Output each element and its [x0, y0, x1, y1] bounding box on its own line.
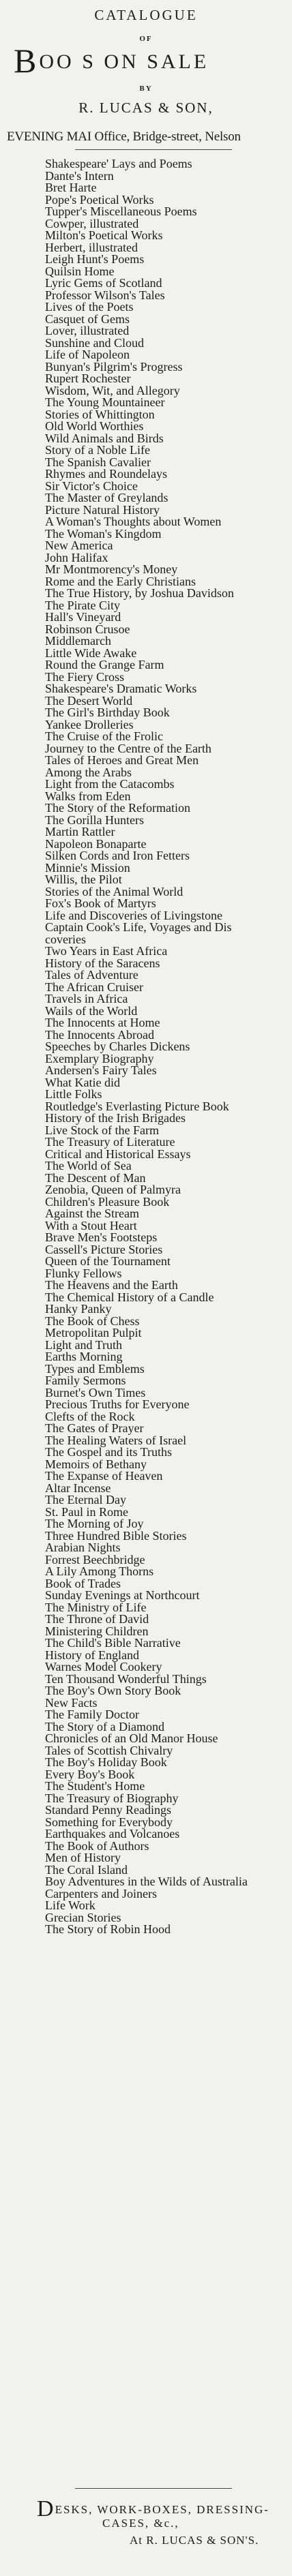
book-title: A Lily Among Thorns	[45, 1564, 154, 1578]
book-title: Round the Grange Farm	[45, 658, 164, 671]
book-title: Hanky Panky	[45, 1302, 112, 1316]
book-title: Children's Pleasure Book	[45, 1194, 170, 1209]
book-title: Andersen's Fairy Tales	[45, 1063, 157, 1077]
book-title: Family Sermons	[45, 1374, 126, 1387]
book-title: A Woman's Thoughts about Women	[45, 515, 222, 528]
book-title: New Facts	[45, 1695, 98, 1710]
book-title: Professor Wilson's Tales	[45, 288, 165, 302]
book-title: The Ministry of Life	[45, 1600, 147, 1614]
book-title: Three Hundred Bible Stories	[45, 1528, 187, 1543]
book-title: Live Stock of the Farm	[45, 1123, 159, 1137]
book-title: Quilsin Home	[45, 264, 115, 278]
desks-heading-rest: ESKS, WORK-BOXES, DRESSING-	[55, 2503, 269, 2516]
book-title: Wails of the World	[45, 1003, 138, 1018]
book-title: Tupper's Miscellaneous Poems	[45, 204, 197, 218]
book-title: Precious Truths for Everyone	[45, 1397, 190, 1411]
book-title: The Pirate City	[45, 598, 120, 612]
book-title: Martin Rattler	[45, 825, 115, 838]
book-title: Milton's Poetical Works	[45, 228, 163, 242]
book-title: Clefts of the Rock	[45, 1409, 135, 1423]
book-title: The Student's Home	[45, 1779, 145, 1793]
book-title: Something for Everybody	[45, 1815, 173, 1829]
book-title: Leigh Hunt's Poems	[45, 252, 145, 266]
book-title: Bret Harte	[45, 181, 97, 194]
book-title: Picture Natural History	[45, 502, 160, 517]
book-title: Little Folks	[45, 1087, 102, 1101]
book-title: The Coral Island	[45, 1862, 128, 1877]
book-title: Wisdom, Wit, and Allegory	[45, 383, 180, 397]
book-title: Routledge's Everlasting Picture Book	[45, 1099, 229, 1113]
book-title: Silken Cords and Iron Fetters	[45, 849, 190, 862]
book-title: The African Cruiser	[45, 980, 143, 994]
book-title: Memoirs of Bethany	[45, 1457, 147, 1471]
desks-initial-letter: D	[37, 2496, 55, 2521]
book-title: Willis, the Pilot	[45, 873, 122, 886]
firm-address: EVENING MAI Office, Bridge-street, Nelson	[7, 130, 241, 144]
book-list	[45, 158, 291, 1936]
book-title: Among the Arabs	[45, 765, 132, 779]
book-title: The Boy's Holiday Book	[45, 1755, 167, 1769]
book-title: The Treasury of Literature	[45, 1135, 175, 1149]
book-title: Warnes Model Cookery	[45, 1660, 162, 1673]
book-title: Hall's Vineyard	[45, 610, 121, 624]
book-title: The Innocents Abroad	[45, 1027, 154, 1042]
book-title: Exemplary Biography	[45, 1051, 154, 1065]
book-title: The Story of a Diamond	[45, 1719, 164, 1733]
book-title: With a Stout Heart	[45, 1218, 137, 1232]
book-title: Travels in Africa	[45, 992, 128, 1005]
book-title: Casquet of Gems	[45, 312, 130, 326]
book-title: Grecian Stories	[45, 1910, 121, 1924]
book-title: Chronicles of an Old Manor House	[45, 1731, 218, 1745]
book-title: Light from the Catacombs	[45, 777, 175, 791]
book-title: Forrest Beechbridge	[45, 1552, 145, 1566]
book-title: Lover, illustrated	[45, 324, 130, 337]
book-title: Tales of Scottish Chivalry	[45, 1743, 173, 1757]
book-title: Metropolitan Pulpit	[45, 1326, 142, 1339]
book-title: The Book of Chess	[45, 1314, 140, 1328]
book-title: Queen of the Tournament	[45, 1254, 171, 1268]
book-title: Cowper, illustrated	[45, 216, 139, 230]
book-title: Every Boy's Book	[45, 1767, 135, 1781]
book-title: Carpenters and Joiners	[45, 1886, 157, 1900]
book-title: Ministering Children	[45, 1624, 149, 1638]
book-title: The Innocents at Home	[45, 1016, 160, 1029]
book-title: The True History, by Joshua Davidson	[45, 586, 234, 600]
book-title: The Boy's Own Story Book	[45, 1684, 181, 1697]
book-title: Earths Morning	[45, 1350, 123, 1363]
book-title: The Gates of Prayer	[45, 1421, 144, 1435]
book-title: The Cruise of the Frolic	[45, 729, 163, 743]
book-title: The Young Mountaineer	[45, 395, 165, 409]
book-title: The Girl's Birthday Book	[45, 706, 170, 719]
book-title: Stories of the Animal World	[45, 884, 184, 898]
cases-line: CASES, &c.,	[102, 2517, 179, 2530]
book-title: Flunky Fellows	[45, 1266, 122, 1280]
book-title: Old World Worthies	[45, 419, 144, 433]
book-title: Lyric Gems of Scotland	[45, 276, 162, 290]
book-title: Life of Napoleon	[45, 348, 130, 361]
header-divider	[75, 149, 232, 150]
book-title: The Morning of Joy	[45, 1517, 144, 1530]
book-title: Life Work	[45, 1898, 96, 1912]
book-title: Types and Emblems	[45, 1361, 145, 1376]
book-title: The World of Sea	[45, 1159, 132, 1172]
book-title: The Gospel and its Truths	[45, 1445, 173, 1459]
book-title: Shakespeare' Lays and Poems	[45, 157, 192, 170]
book-title: The Family Doctor	[45, 1708, 139, 1721]
book-title: Napoleon Bonaparte	[45, 836, 147, 851]
book-title: Burnet's Own Times	[45, 1385, 146, 1399]
book-title: Walks from Eden	[45, 789, 131, 803]
book-title: Sunday Evenings at Northcourt	[45, 1588, 200, 1602]
catalogue-heading: CATALOGUE	[94, 7, 198, 23]
book-title: The Descent of Man	[45, 1170, 146, 1185]
book-title: Lives of the Poets	[45, 300, 134, 314]
book-title: The Heavens and the Earth	[45, 1278, 178, 1292]
firm-name: R. LUCAS & SON,	[78, 100, 214, 116]
book-title: Tales of Adventure	[45, 968, 138, 982]
book-title: History of the Irish Brigades	[45, 1111, 186, 1125]
book-title: Book of Trades	[45, 1576, 121, 1590]
book-title: Cassell's Picture Stories	[45, 1242, 163, 1256]
book-title: Brave Men's Footsteps	[45, 1230, 158, 1244]
book-title: Stories of Whittington	[45, 407, 155, 421]
book-title: The Book of Authors	[45, 1838, 149, 1853]
book-title: Rupert Rochester	[45, 372, 131, 385]
book-title: What Katie did	[45, 1075, 120, 1089]
book-title: Rome and the Early Christians	[45, 574, 196, 588]
book-title: coveries	[45, 932, 86, 946]
book-title: Middlemarch	[45, 634, 111, 648]
book-title: The Woman's Kingdom	[45, 526, 162, 541]
book-title: The Master of Greylands	[45, 491, 169, 504]
at-firm-line: At R. LUCAS & SON'S.	[130, 2534, 259, 2547]
book-title: Journey to the Centre of the Earth	[45, 741, 211, 755]
book-title: Dante's Intern	[45, 168, 114, 183]
book-title: Sir Victor's Choice	[45, 479, 138, 493]
book-title: Altar Incense	[45, 1481, 111, 1495]
books-initial-letter: B	[14, 42, 40, 80]
book-title: Arabian Nights	[45, 1541, 121, 1554]
book-title: Critical and Historical Essays	[45, 1147, 191, 1161]
book-title: Fox's Book of Martyrs	[45, 896, 156, 910]
book-title: Earthquakes and Volcanoes	[45, 1827, 180, 1840]
book-title: New America	[45, 539, 113, 552]
book-title: Speeches by Charles Dickens	[45, 1040, 190, 1053]
book-title: Life and Discoveries of Livingstone	[45, 908, 222, 922]
book-title: The Throne of David	[45, 1612, 149, 1626]
book-title: Two Years in East Africa	[45, 944, 168, 958]
book-title: Boy Adventures in the Wilds of Australia	[45, 1875, 248, 1888]
book-title: History of the Saracens	[45, 956, 160, 970]
book-title: Pope's Poetical Works	[45, 192, 154, 207]
book-title: Light and Truth	[45, 1337, 123, 1352]
book-title: The Eternal Day	[45, 1493, 126, 1506]
book-title: The Expanse of Heaven	[45, 1469, 163, 1483]
book-title: The Chemical History of a Candle	[45, 1290, 214, 1304]
book-title: Shakespeare's Dramatic Works	[45, 682, 197, 695]
book-title: Men of History	[45, 1851, 121, 1864]
book-title: History of England	[45, 1648, 139, 1662]
book-title: John Halifax	[45, 550, 108, 564]
book-title: Zenobia, Queen of Palmyra	[45, 1183, 181, 1196]
by-label: BY	[139, 85, 153, 93]
book-title: Minnie's Mission	[45, 860, 130, 875]
book-title: The Desert World	[45, 693, 133, 708]
book-title: Herbert, illustrated	[45, 240, 138, 254]
book-title: The Story of Robin Hood	[45, 1922, 171, 1936]
book-title: Tales of Heroes and Great Men	[45, 753, 199, 767]
book-title: Ten Thousand Wonderful Things	[45, 1671, 207, 1686]
book-title: Robinson Crusoe	[45, 622, 130, 636]
book-title: Little Wide Awake	[45, 646, 137, 660]
book-title: The Treasury of Biography	[45, 1791, 179, 1805]
book-title: Standard Penny Readings	[45, 1803, 171, 1817]
book-title: Rhymes and Roundelays	[45, 467, 167, 481]
advertisement-header	[0, 0, 292, 144]
book-title: The Child's Bible Narrative	[45, 1636, 181, 1650]
book-title: Mr Montmorency's Money	[45, 562, 178, 576]
book-title: Wild Animals and Birds	[45, 431, 164, 445]
book-title: Yankee Drolleries	[45, 717, 134, 731]
footer-divider	[75, 2488, 232, 2489]
book-title: The Spanish Cavalier	[45, 455, 151, 469]
book-title: Against the Stream	[45, 1207, 139, 1220]
book-title: The Fiery Cross	[45, 669, 124, 684]
book-title: Story of a Noble Life	[45, 443, 150, 457]
book-title: The Gorilla Hunters	[45, 813, 144, 827]
book-title: St. Paul in Rome	[45, 1504, 129, 1519]
book-title: Captain Cook's Life, Voyages and Dis	[45, 920, 232, 934]
book-title: Sunshine and Cloud	[45, 335, 145, 350]
books-on-sale-heading	[14, 44, 287, 78]
book-title: Bunyan's Pilgrim's Progress	[45, 359, 183, 374]
book-title: The Healing Waters of Israel	[45, 1433, 187, 1447]
book-title: The Story of the Reformation	[45, 801, 190, 815]
books-heading-rest: OO S ON SALE	[39, 50, 209, 73]
of-label: OF	[139, 35, 153, 43]
